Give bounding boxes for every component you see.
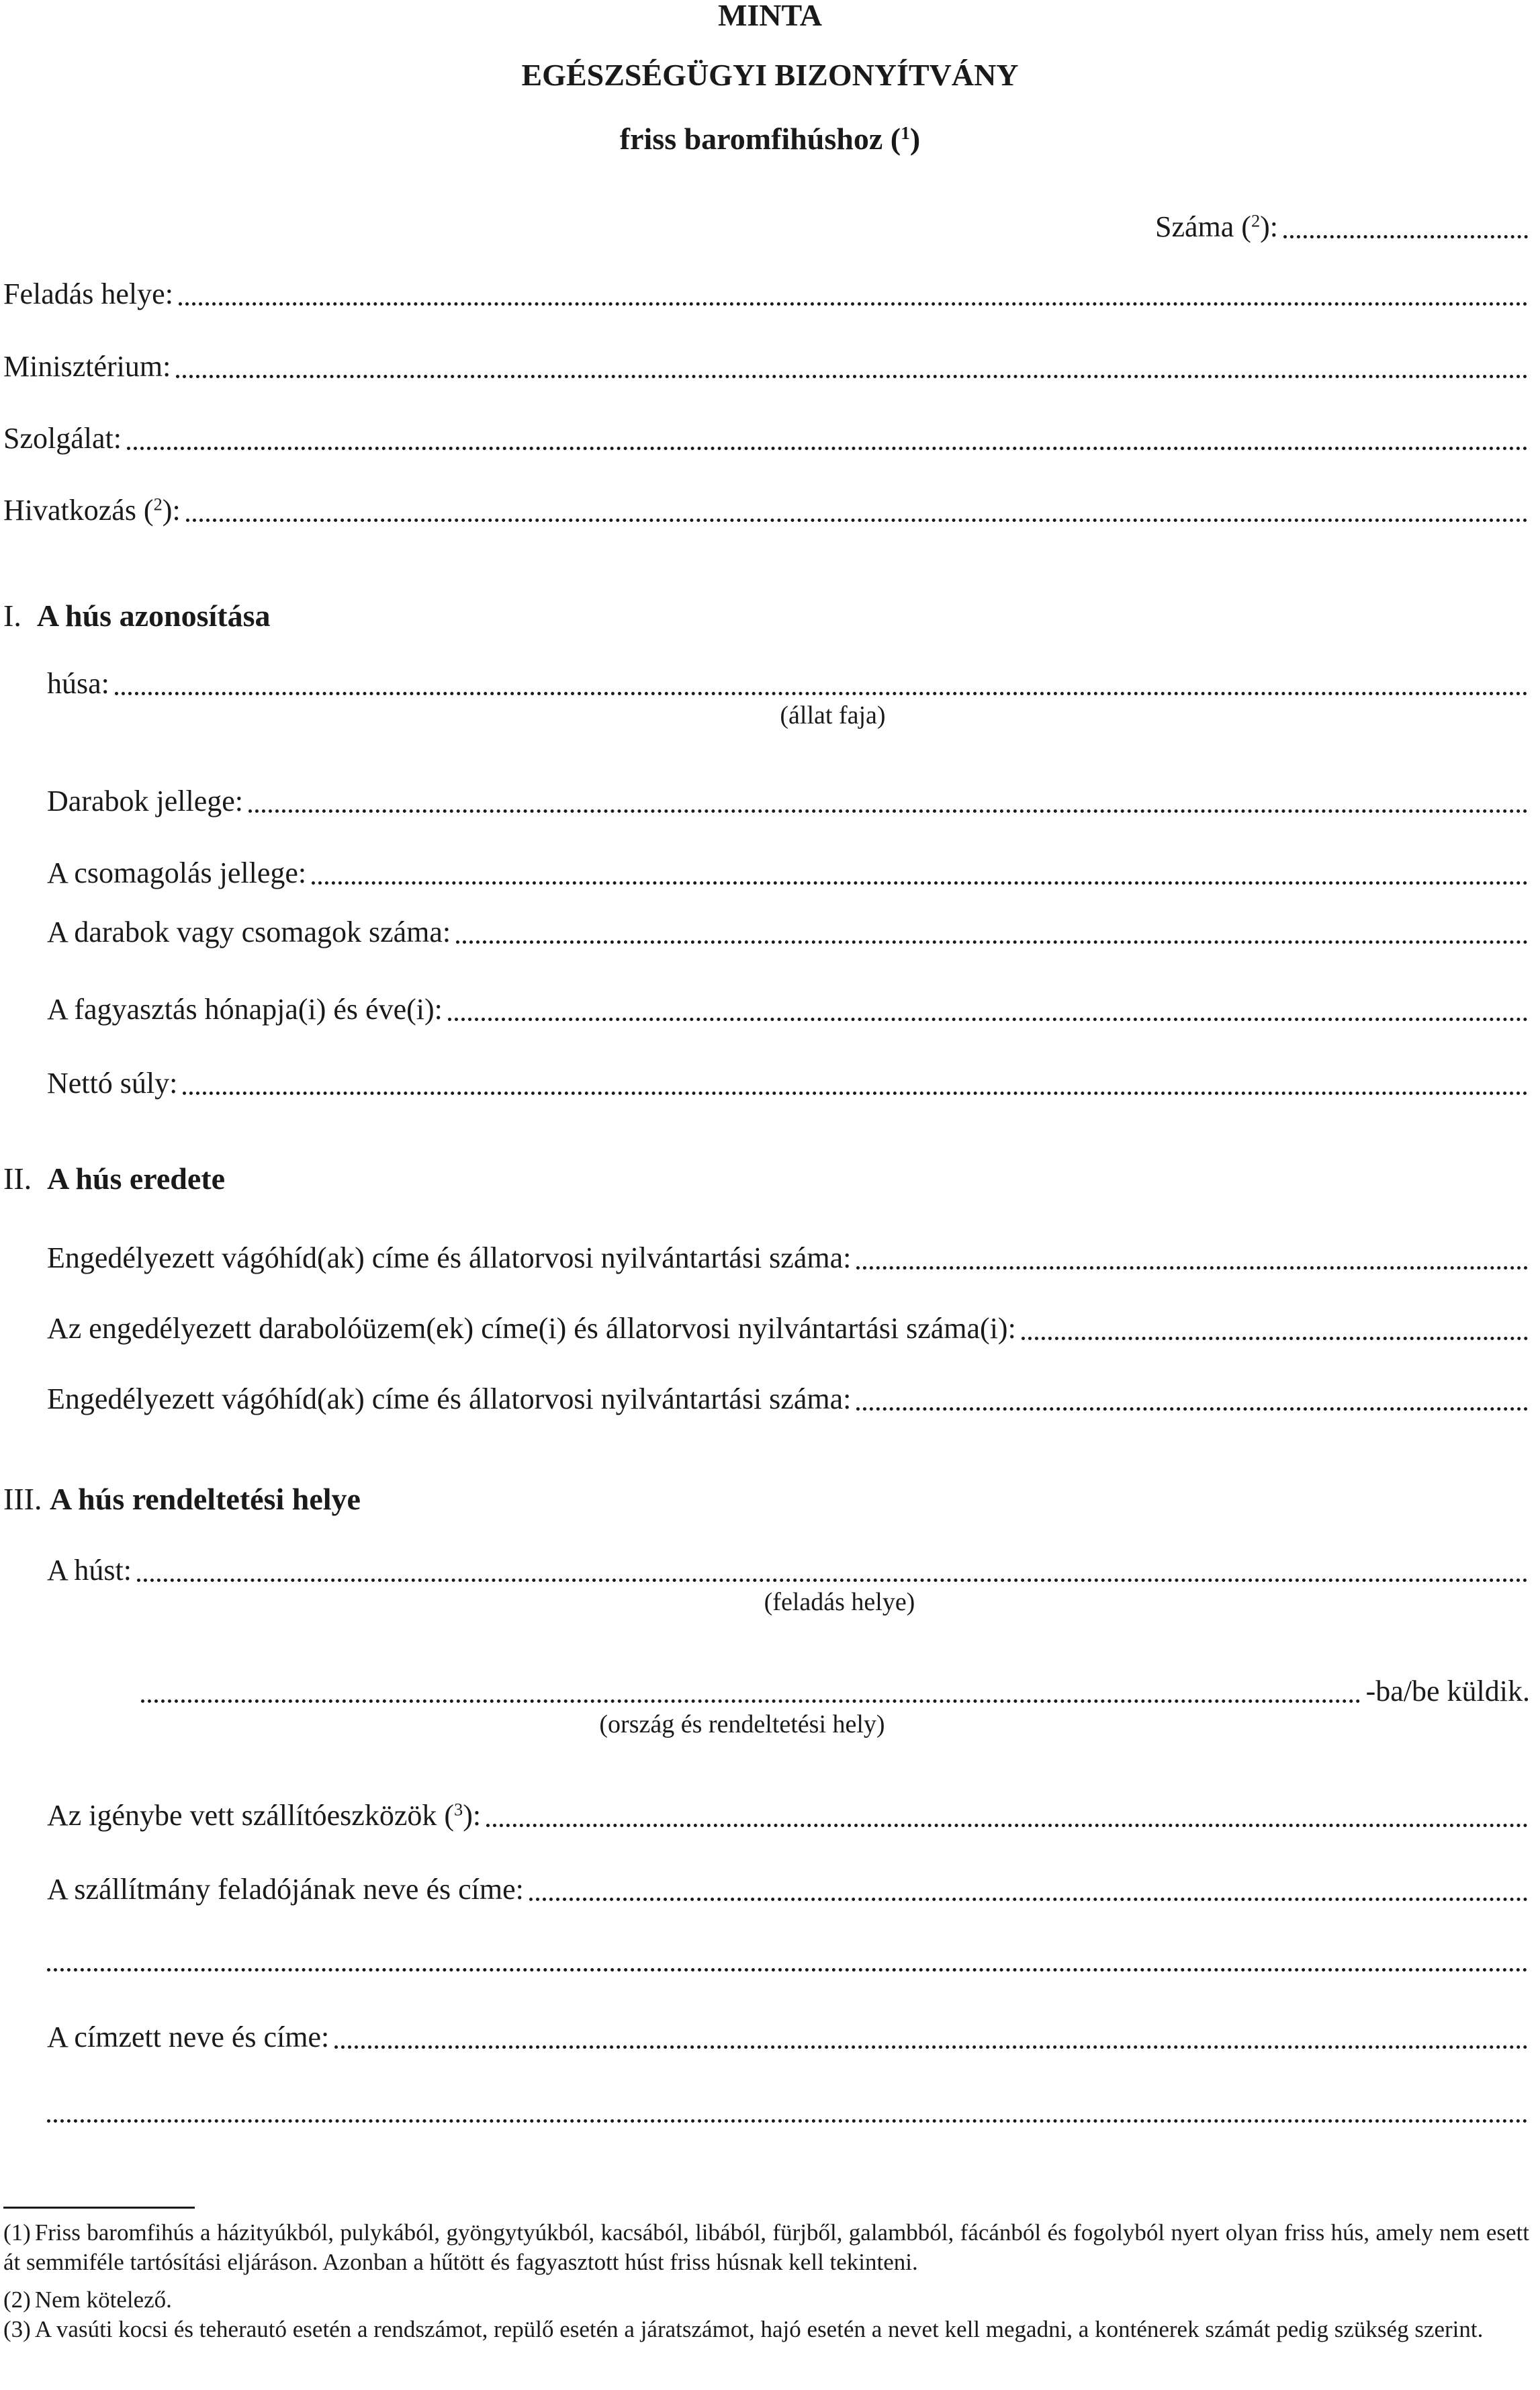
felado-label: A szállítmány feladójának neve és címe: <box>47 1873 524 1906</box>
a-hust-field[interactable] <box>47 1545 1528 1585</box>
section-2-heading: II. A hús eredete <box>3 1161 226 1196</box>
cimzett-label: A címzett neve és címe: <box>47 2021 330 2053</box>
certificate-title: EGÉSZSÉGÜGYI BIZONYÍTVÁNY <box>521 58 1019 92</box>
feladas-helye-label: Feladás helye: <box>3 277 173 310</box>
vagohid-label-1: Engedélyezett vágóhíd(ak) címe és állatorvosi nyilvántartási száma: <box>47 1241 852 1274</box>
footnote-2-text: Nem kötelező. <box>34 2287 172 2313</box>
szallitoeszkozok-field[interactable] <box>47 1790 1528 1830</box>
vagohid-field-2[interactable] <box>47 1374 1528 1414</box>
darabok-jellege-field[interactable] <box>47 776 1528 816</box>
felado-field-continuation[interactable] <box>47 1935 1528 1975</box>
csomagolas-jellege-label: A csomagolás jellege: <box>47 856 307 889</box>
szallitoeszkozok-label: Az igénybe vett szállítóeszközök ($^3$): <box>47 1799 482 1832</box>
cimzett-field[interactable] <box>47 2012 1528 2052</box>
felado-field[interactable] <box>47 1864 1528 1904</box>
darabok-szama-field[interactable] <box>47 907 1528 947</box>
hivatkozas-field[interactable] <box>3 485 1528 525</box>
miniszterium-label: Minisztérium: <box>3 350 171 383</box>
footnote-3-text: A vasúti kocsi és teherautó esetén a rendszámot, repülő esetén a járatszámot, hajó esetén a nevet kell megadni, a konténerek számát pedig szükség szerint. <box>34 2316 1484 2342</box>
footnote-2 <box>3 2285 1529 2315</box>
vagohid-field-1[interactable] <box>47 1233 1528 1273</box>
fagyasztas-field[interactable] <box>47 984 1528 1024</box>
destination-field[interactable] <box>141 1666 1530 1706</box>
husa-field[interactable] <box>47 658 1528 699</box>
csomagolas-jellege-field[interactable] <box>47 848 1528 888</box>
darabok-jellege-label: Darabok jellege: <box>47 785 243 817</box>
fagyasztas-label: A fagyasztás hónapja(i) és éve(i): <box>47 993 443 1026</box>
hivatkozas-label: Hivatkozás ($^2$): <box>3 494 181 527</box>
footnote-1-mark: (1) <box>3 2219 31 2246</box>
netto-suly-label: Nettó súly: <box>47 1067 178 1100</box>
allat-faja-note: (állat faja) <box>780 701 886 729</box>
vagohid-label-2: Engedélyezett vágóhíd(ak) címe és állatorvosi nyilvántartási száma: <box>47 1382 852 1415</box>
footnote-1 <box>3 2218 1529 2277</box>
szolgalat-field[interactable] <box>3 413 1528 453</box>
netto-suly-field[interactable] <box>47 1058 1528 1098</box>
section-1-heading: I. A hús azonosítása <box>3 599 271 633</box>
husa-label: húsa: <box>47 667 109 700</box>
footnote-3 <box>3 2315 1529 2344</box>
certificate-number-label: Száma ($^2$): <box>1155 210 1279 243</box>
kuldik-label: -ba/be küldik. <box>1365 1675 1530 1708</box>
certificate-number-field[interactable] <box>1155 202 1528 242</box>
cimzett-field-continuation[interactable] <box>47 2086 1528 2126</box>
szolgalat-label: Szolgálat: <box>3 422 122 455</box>
footnote-3-mark: (3) <box>3 2316 31 2342</box>
a-hust-label: A húst: <box>47 1554 132 1587</box>
darabolouzem-field[interactable] <box>47 1303 1528 1343</box>
section-3-heading: III. A hús rendeltetési helye <box>3 1482 361 1516</box>
darabok-szama-label: A darabok vagy csomagok száma: <box>47 916 451 948</box>
miniszterium-field[interactable] <box>3 341 1528 382</box>
orszag-note: (ország és rendeltetési hely) <box>599 1710 885 1738</box>
darabolouzem-label: Az engedélyezett darabolóüzem(ek) címe(i) és állatorvosi nyilvántartási száma(i): <box>47 1312 1016 1345</box>
footnote-separator <box>3 2207 195 2209</box>
footnote-2-mark: (2) <box>3 2287 31 2313</box>
certificate-subtitle: friss baromfihúshoz ($^1$) <box>619 122 921 156</box>
minta-heading: MINTA <box>717 0 823 32</box>
feladas-helye-field[interactable] <box>3 269 1528 309</box>
footnote-1-text: Friss baromfihús a házityúkból, pulykából, gyöngytyúkból, kacsából, libából, fürjből, galambból, fácánból és fogolyból nyert olyan friss hús, amely nem esett át semmiféle tartósítási eljáráson. Azonban a hűtött és fagyasztott húst friss húsnak kell tekinteni. <box>3 2219 1529 2275</box>
feladas-helye-note: (feladás helye) <box>764 1588 915 1616</box>
